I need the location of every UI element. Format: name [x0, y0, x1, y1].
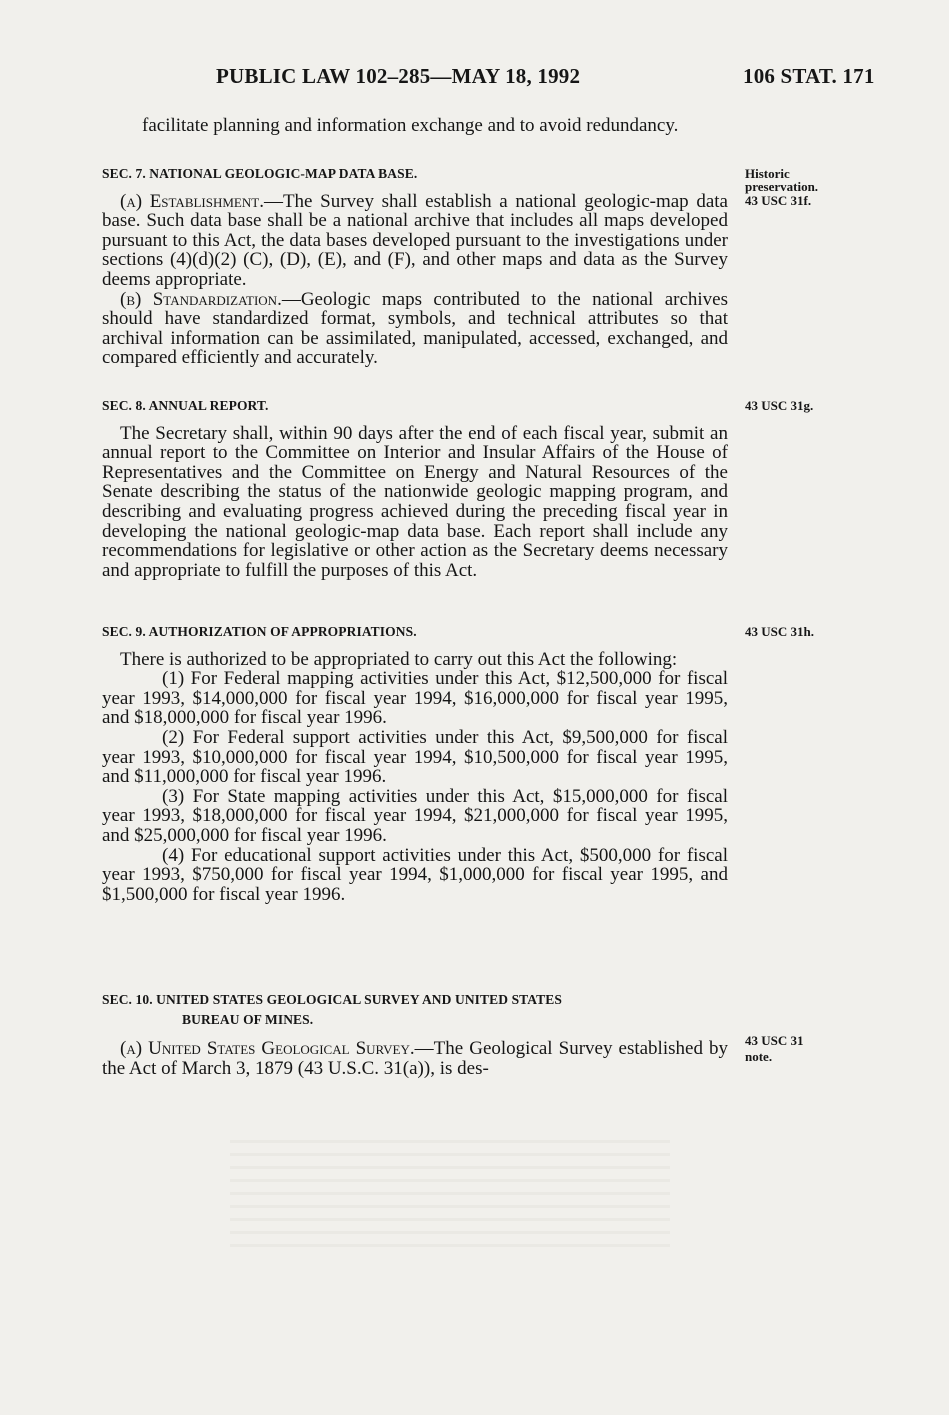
appropriation-item: (4) For educational support activities under this Act, $500,000 for fiscal year 1993, $750,000 for fiscal year 1994, $1,000,000 for fiscal year 1995, and $1,500,000 for fiscal year 1996.: [102, 844, 728, 905]
margin-note-historic: Historic preservation.: [745, 166, 819, 194]
section-heading: SEC. 7. NATIONAL GEOLOGIC-MAP DATA BASE.: [102, 166, 418, 181]
sec7-a-text: —The Survey shall establish a national geologic-map data base. Such data base shall be a national archive that includes all maps developed pursuant to this Act, the data bases developed pursuant to the investigations under sections (4)(d)(2) (C), (D), (E), and (F), and other maps and data as the Survey deems appropriate.: [102, 190, 728, 290]
running-header-title: PUBLIC LAW 102–285—MAY 18, 1992: [216, 64, 581, 88]
margin-note-note: note.: [745, 1049, 773, 1064]
margin-note-usc-31h: 43 USC 31h.: [745, 624, 814, 639]
bleed-through-shadow: [230, 1130, 670, 1250]
sec10-a-text: —The Geological Survey established by the Act of March 3, 1879 (43 U.S.C. 31(a)), is des-: [102, 1038, 728, 1079]
sec7-paragraph-a: [102, 192, 728, 290]
section-heading: SEC. 9. AUTHORIZATION OF APPROPRIATIONS.: [102, 624, 417, 639]
section-10: [102, 990, 728, 1078]
section-heading-line1: SEC. 10. UNITED STATES GEOLOGICAL SURVEY AND UNITED STATES: [102, 992, 562, 1007]
appropriation-item: (3) For State mapping activities under this Act, $15,000,000 for fiscal year 1993, $18,000,000 for fiscal year 1994, $21,000,000 for fiscal year 1995, and $25,000,000 for fiscal year 1996.: [102, 785, 728, 846]
sec7-a-label: (a) Establishment.: [120, 190, 264, 212]
section-heading-line2: BUREAU OF MINES.: [182, 1011, 314, 1027]
section-7: [102, 164, 728, 368]
intro-text: facilitate planning and information exchange and to avoid redundancy.: [142, 115, 679, 136]
section-8: [102, 396, 728, 580]
margin-note-usc-31f: 43 USC 31f.: [745, 193, 812, 208]
page-number: 106 STAT. 171: [743, 64, 875, 88]
appropriation-item: (1) For Federal mapping activities under this Act, $12,500,000 for fiscal year 1993, $14,000,000 for fiscal year 1994, $16,000,000 for fiscal year 1995, and $18,000,000 for fiscal year 1996.: [102, 668, 728, 729]
sec10-a-label: (a) United States Geological Survey.: [120, 1038, 415, 1060]
intro-paragraph: [102, 116, 728, 136]
sec8-text: The Secretary shall, within 90 days after the end of each fiscal year, submit an annual report to the Committee on Interior and Insular Affairs of the House of Representatives and the Committee on Energy and Natural Resources of the Senate describing the status of the nationwide geologic mapping program, and describing and evaluating progress achieved during the preceding fiscal year in developing the national geologic-map data base. Each report shall include any recommendations for legislative or other action as the Secretary deems necessary and appropriate to fulfill the purposes of this Act.: [102, 422, 728, 581]
sec7-paragraph-b: [102, 290, 728, 368]
section-heading: SEC. 8. ANNUAL REPORT.: [102, 398, 269, 413]
sec7-b-text: —Geologic maps contributed to the national archives should have standardized format, symbols, and technical attributes so that archival information can be assimilated, manipulated, accessed, exchanged, and compared efficiently and accurately.: [102, 288, 728, 369]
sec7-b-label: (b) Standardization.: [120, 288, 282, 310]
margin-note-usc-31: 43 USC 31: [745, 1033, 804, 1048]
section-9: [102, 622, 728, 904]
appropriation-item: (2) For Federal support activities under this Act, $9,500,000 for fiscal year 1993, $10,000,000 for fiscal year 1994, $10,500,000 for fiscal year 1995, and $11,000,000 for fiscal year 1996.: [102, 726, 728, 788]
sec10-paragraph-a: [102, 1039, 728, 1078]
sec9-intro: There is authorized to be appropriated to carry out this Act the following:: [120, 648, 678, 670]
margin-note-usc-31g: 43 USC 31g.: [745, 398, 814, 413]
